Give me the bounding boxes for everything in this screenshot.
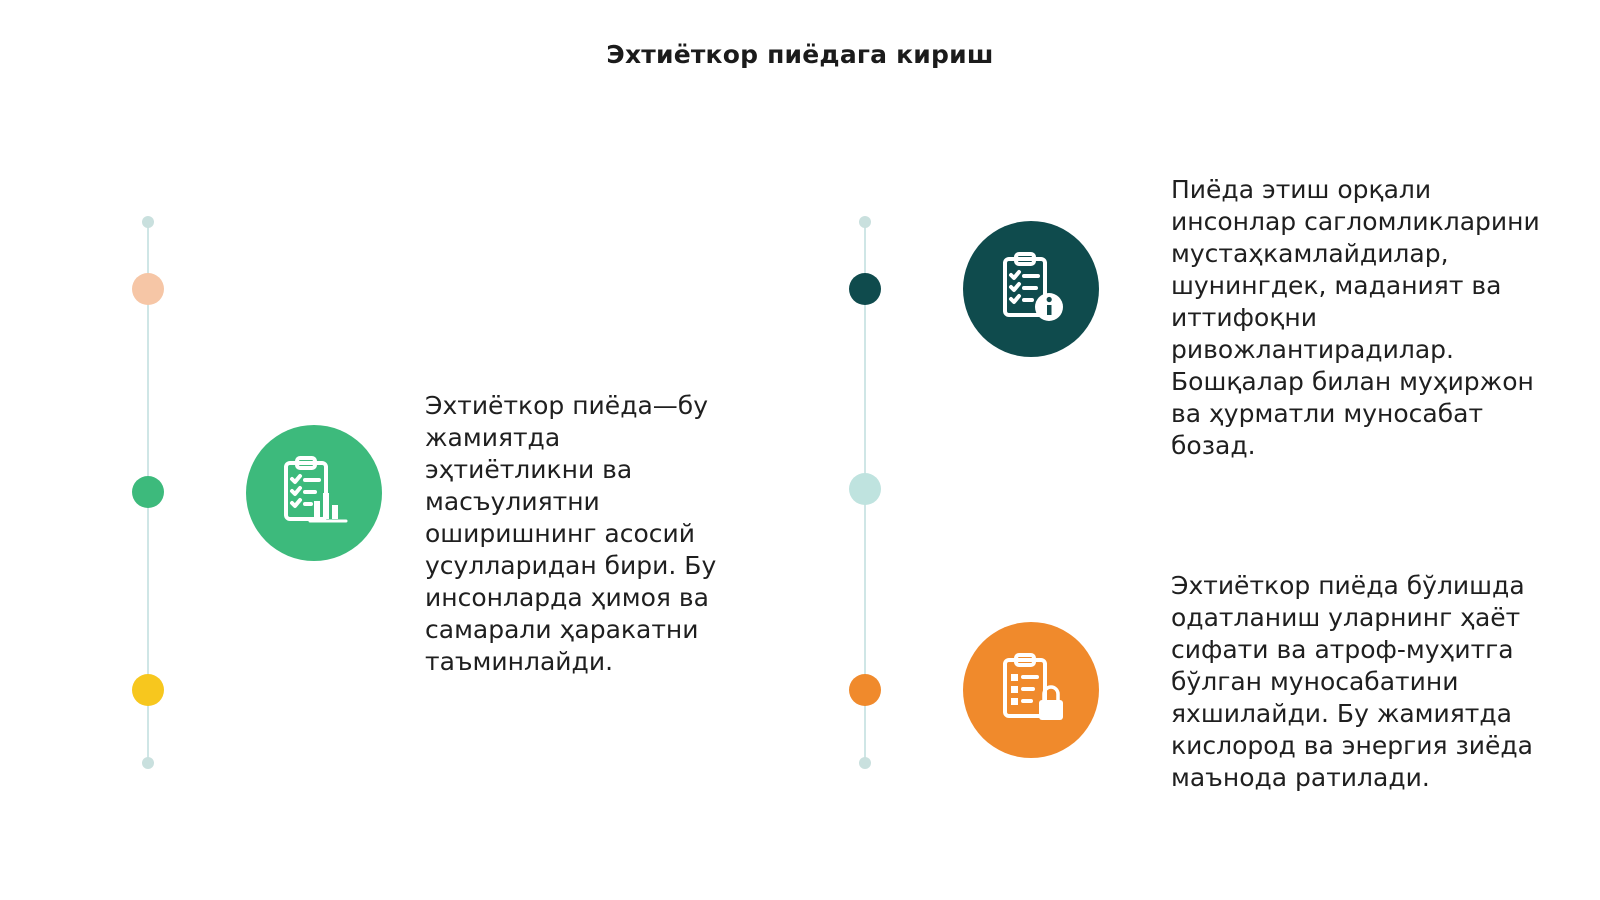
right-timeline-orange-dot — [849, 674, 881, 706]
item-2-text: Пиёда этиш орқали инсонлар сагломликларини мустаҳкамлайдилар, шунингдек, маданият ва иттифоқни ривожлантирадилар. Бошқалар билан муҳиржон ва ҳурматли муносабат бозад. — [1171, 175, 1540, 460]
left-timeline-top-end — [142, 216, 154, 228]
left-timeline-peach-dot — [132, 273, 164, 305]
clipboard-info-icon — [963, 221, 1099, 357]
item-1-text: Эхтиёткор пиёда—бу жамиятда эҳтиётликни ва масъулиятни оширишнинг асосий усулларидан бири. Бу инсонларда ҳимоя ва самарали ҳаракатни таъминлайди. — [425, 391, 717, 676]
right-timeline-light-dot — [849, 473, 881, 505]
left-timeline-bottom-end — [142, 757, 154, 769]
left-timeline-green-dot — [132, 476, 164, 508]
item-3-text: Эхтиёткор пиёда бўлишда одатланиш уларнинг ҳаёт сифати ва атроф-муҳитга бўлган муносабатини яхшилайди. Бу жамиятда кислород ва энергия зиёда маънода ратилади. — [1171, 571, 1533, 792]
right-timeline-top-end — [859, 216, 871, 228]
right-timeline-bottom-end — [859, 757, 871, 769]
clipboard-lock-icon — [963, 622, 1099, 758]
left-timeline-yellow-dot — [132, 674, 164, 706]
right-timeline-teal-dot — [849, 273, 881, 305]
clipboard-chart-icon — [246, 425, 382, 561]
page-title: Эхтиёткор пиёдага кириш — [606, 40, 994, 69]
